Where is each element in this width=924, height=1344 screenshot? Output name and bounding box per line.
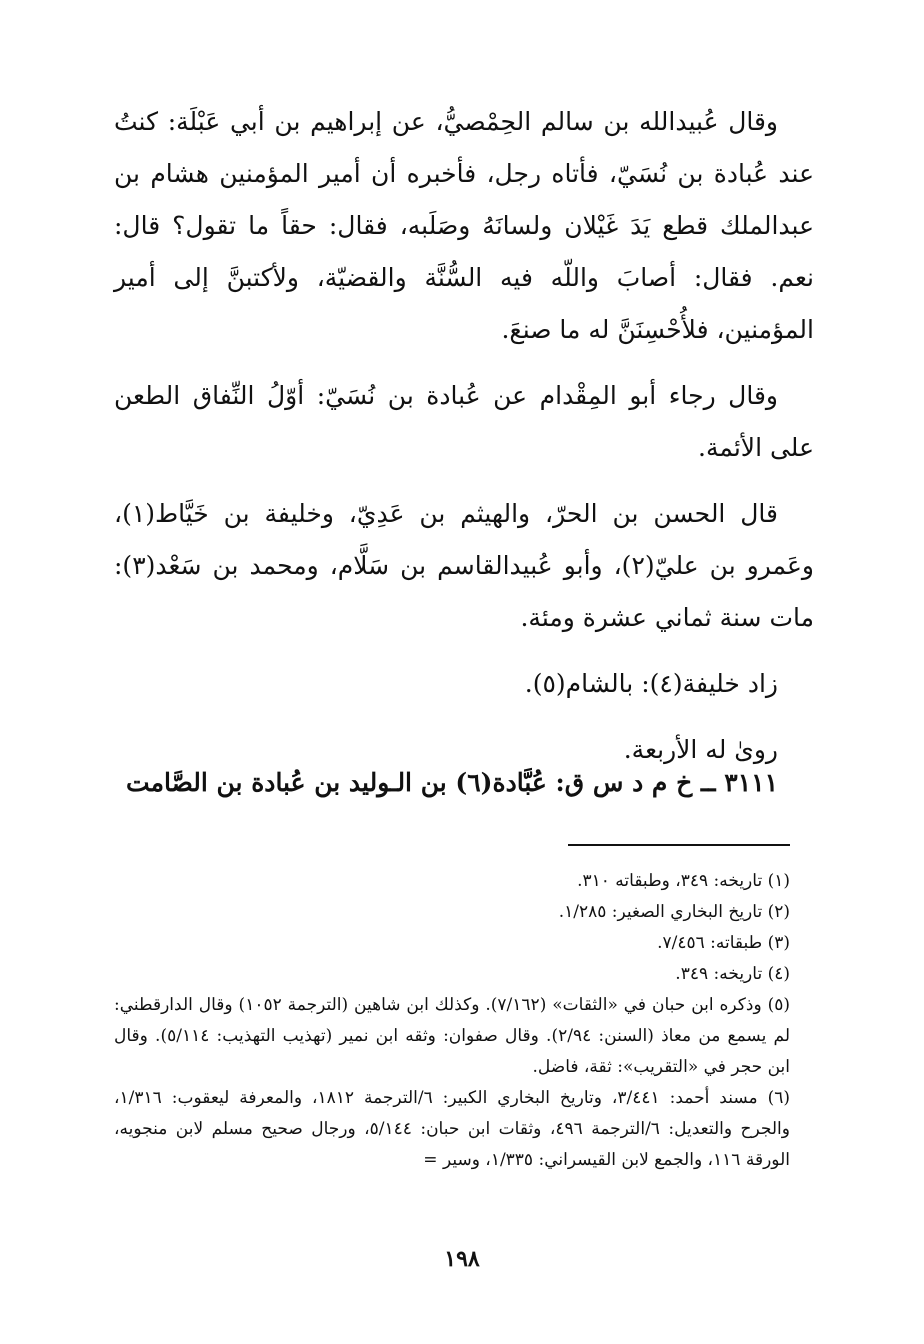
page-number: ١٩٨: [444, 1246, 480, 1272]
main-text: [114, 96, 814, 790]
entry-heading: ٣١١١ ــ خ م د س ق: عُبَّادة(٦) بن الـوليد بن عُبادة بن الصَّامت: [126, 768, 778, 797]
paragraph-khalifa: زاد خليفة(٤): بالشام(٥).: [524, 669, 778, 698]
footnote-5: (٥) وذكره ابن حبان في «الثقات» (٧/١٦٢). وكذلك ابن شاهين (الترجمة ١٠٥٢) وقال الدارقطني: لم يسمع من معاذ (السنن: ٢/٩٤). وقال صفوان: وثقه ابن نمير (تهذيب التهذيب: ٥/١١٤). وقال ابن حجر في «التقريب»: ثقة، فاضل.: [114, 995, 791, 1077]
footnote-divider: [568, 844, 790, 846]
footnote-4: (٤) تاريخه: ٣٤٩.: [675, 964, 790, 984]
paragraph-ibn-abi-abla: وقال عُبيدالله بن سالم الحِمْصيُّ، عن إبراهيم بن أبي عَبْلَة: كنتُ عند عُبادة بن نُسَيّ، فأتاه رجل، فأخبره أن أمير المؤمنين هشام بن عبدالملك قطع يَدَ غَيْلان ولسانَهُ وصَلَبه، فقال: حقاً ما تقول؟ قال: نعم. فقال: أصابَ واللّه فيه السُّنَّة والقضيّة، ولأكتبنَّ إلى أمير المؤمنين، فلأُحْسِنَنَّ له ما صنعَ.: [114, 107, 814, 344]
paragraph-death-year: قال الحسن بن الحرّ، والهيثم بن عَدِيّ، وخليفة بن خَيَّاط(١)، وعَمرو بن عليّ(٢)، وأبو عُبيدالقاسم بن سَلَّام، ومحمد بن سَعْد(٣): مات سنة ثماني عشرة ومئة.: [114, 499, 814, 632]
footnote-3: (٣) طبقاته: ٧/٤٥٦.: [657, 933, 790, 953]
footnote-6: (٦) مسند أحمد: ٣/٤٤١، وتاريخ البخاري الكبير: ٦/الترجمة ١٨١٢، والمعرفة ليعقوب: ١/٣١٦، والجرح والتعديل: ٦/الترجمة ٤٩٦، وثقات ابن حبان: ٥/١٤٤، ورجال صحيح مسلم لابن منجويه، الورقة ١١٦، والجمع لابن القيسراني: ١/٣٣٥، وسير =: [114, 1088, 790, 1170]
footnotes: [114, 866, 790, 1176]
footnote-1: (١) تاريخه: ٣٤٩، وطبقاته ٣١٠.: [577, 871, 790, 891]
footnote-2: (٢) تاريخ البخاري الصغير: ١/٢٨٥.: [558, 902, 790, 922]
paragraph-raja: وقال رجاء أبو المِقْدام عن عُبادة بن نُسَيّ: أوّلُ النِّفاق الطعن على الأئمة.: [114, 381, 814, 462]
paragraph-narrators: روىٰ له الأربعة.: [623, 735, 778, 764]
